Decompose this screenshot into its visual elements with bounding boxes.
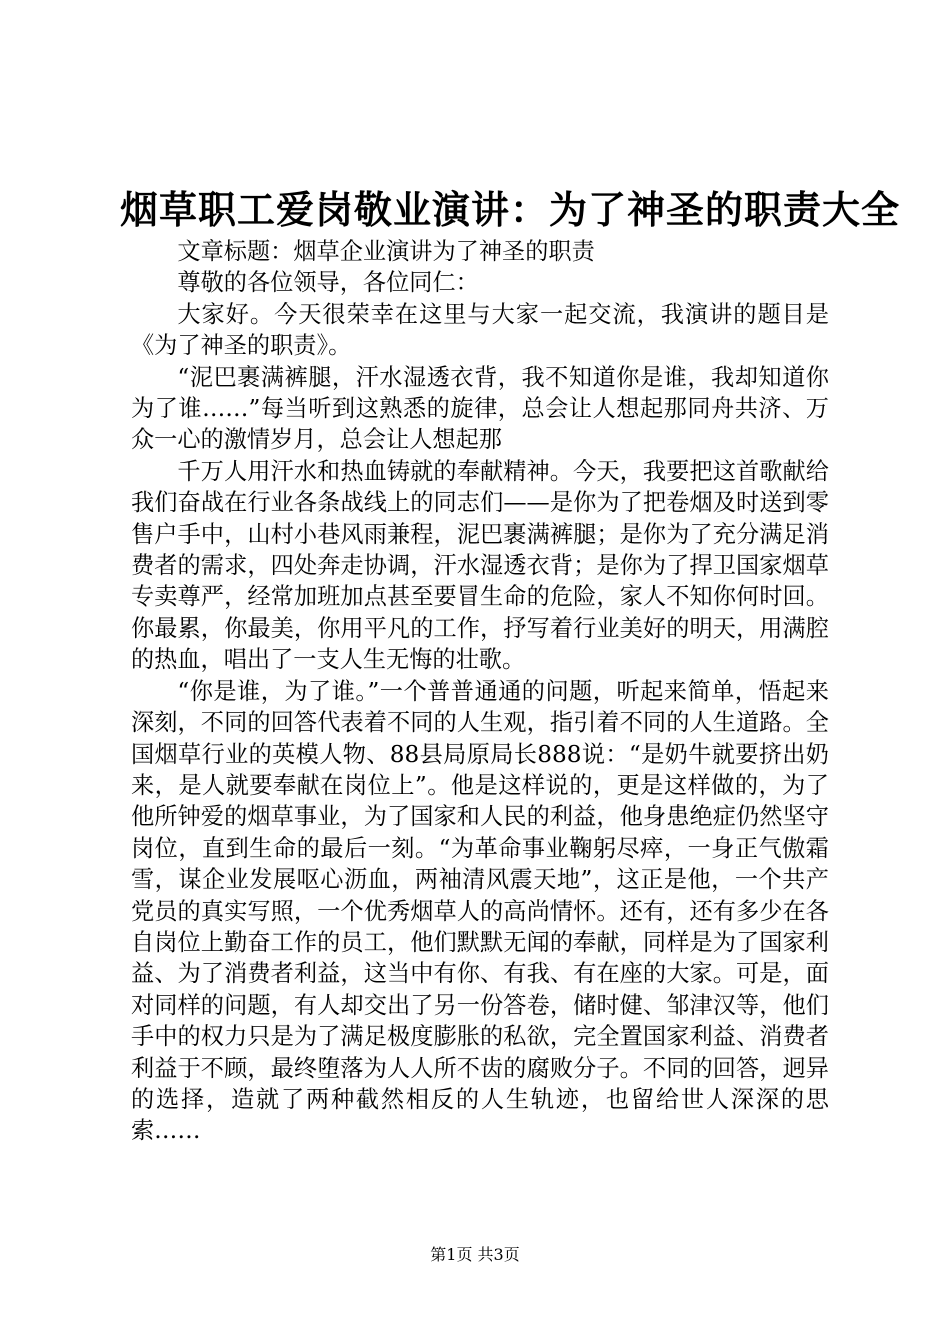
- page-footer: 第1页 共3页: [430, 1245, 520, 1264]
- paragraph-song-quote: “泥巴裹满裤腿，汗水湿透衣背，我不知道你是谁，我却知道你为了谁……”每当听到这熟悉的旋律，总会让人想起那同舟共济、万众一心的激情岁月，总会让人想起那: [131, 363, 829, 454]
- paragraph-who-for-whom: “你是谁，为了谁。”一个普普通通的问题，听起来简单，悟起来深刻，不同的回答代表着不同的人生观，指引着不同的人生道路。全国烟草行业的英模人物、88县局原局长888说：“是奶牛就要挤出奶来，是人就要奉献在岗位上”。他是这样说的，更是这样做的，为了他所钟爱的烟草事业，为了国家和人民的利益，他身患绝症仍然坚守岗位，直到生命的最后一刻。“为革命事业鞠躬尽瘁，一身正气傲霜雪，谋企业发展呕心沥血，两袖清风震天地”，这正是他，一个共产党员的真实写照，一个优秀烟草人的高尚情怀。还有，还有多少在各自岗位上勤奋工作的员工，他们默默无闻的奉献，同样是为了国家利益、为了消费者利益，这当中有你、有我、有在座的大家。可是，面对同样的问题，有人却交出了另一份答卷，储时健、邹津汉等，他们手中的权力只是为了满足极度膨胀的私欲，完全置国家利益、消费者利益于不顾，最终堕落为人人所不齿的腐败分子。不同的回答，迥异的选择，造就了两种截然相反的人生轨迹，也留给世人深深的思索……: [131, 677, 829, 1145]
- paragraph-greeting: 大家好。今天很荣幸在这里与大家一起交流，我演讲的题目是《为了神圣的职责》。: [131, 300, 829, 360]
- document-title: 烟草职工爱岗敬业演讲：为了神圣的职责大全: [120, 187, 901, 232]
- paragraph-article-title: 文章标题：烟草企业演讲为了神圣的职责: [177, 238, 595, 265]
- paragraph-dedication: 千万人用汗水和热血铸就的奉献精神。今天，我要把这首歌献给我们奋战在行业各条战线上的同志们——是你为了把卷烟及时送到零售户手中，山村小巷风雨兼程，泥巴裹满裤腿；是你为了充分满足消费者的需求，四处奔走协调，汗水湿透衣背；是你为了捍卫国家烟草专卖尊严，经常加班加点甚至要冒生命的危险，家人不知你何时回。你最累，你最美，你用平凡的工作，抒写着行业美好的明天，用满腔的热血，唱出了一支人生无悔的壮歌。: [131, 457, 829, 674]
- document-body: [131, 236, 829, 1147]
- paragraph-salutation: 尊敬的各位领导，各位同仁：: [177, 269, 479, 297]
